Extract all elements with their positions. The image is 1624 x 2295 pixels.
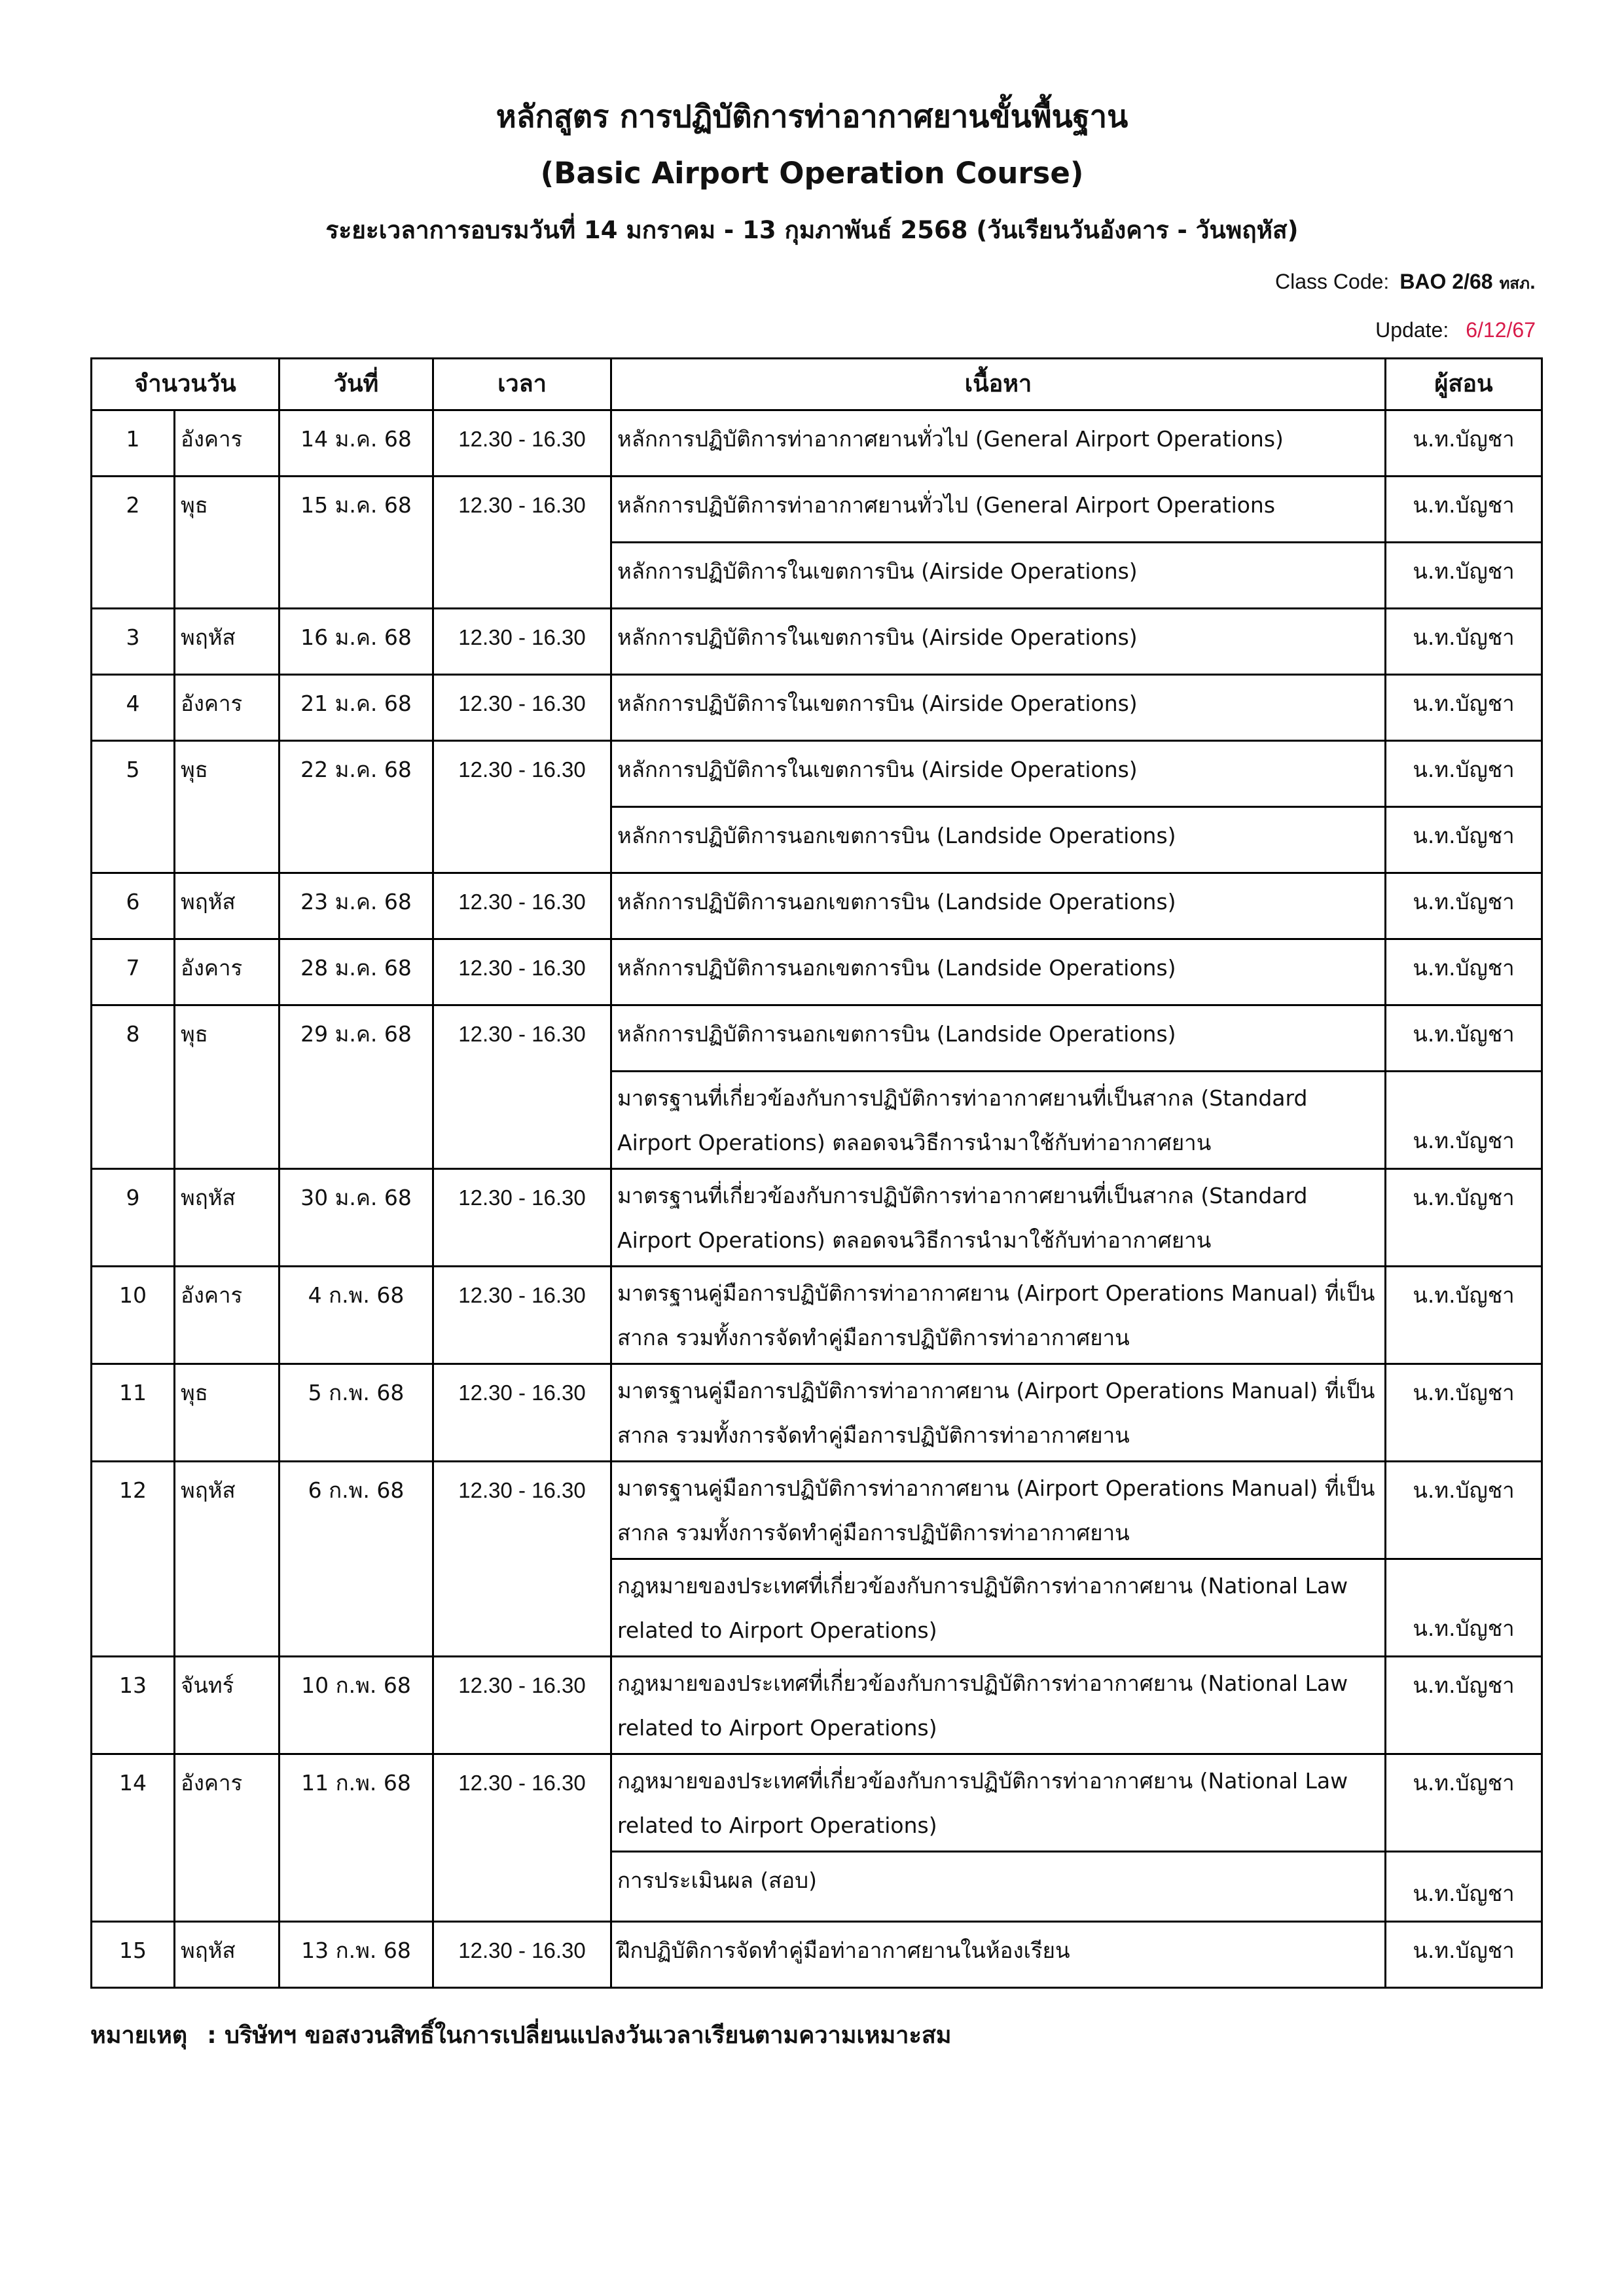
session-date: 22 ม.ค. 68 bbox=[280, 741, 433, 873]
session-time: 12.30 - 16.30 bbox=[433, 741, 611, 873]
session-teacher: น.ท.บัญชา bbox=[1386, 1462, 1542, 1559]
session-teacher: น.ท.บัญชา bbox=[1386, 1922, 1542, 1988]
session-date: 16 ม.ค. 68 bbox=[280, 609, 433, 675]
weekday: พุธ bbox=[175, 741, 280, 873]
footnote-text: บริษัทฯ ขอสงวนสิทธิ์ในการเปลี่ยนแปลงวันเวลาเรียนตามความเหมาะสม bbox=[225, 2022, 952, 2049]
class-code-value: BAO 2/68 bbox=[1399, 270, 1493, 293]
course-period: ระยะเวลาการอบรมวันที่ 14 มกราคม - 13 กุมภาพันธ์ 2568 (วันเรียนวันอังคาร - วันพฤหัส) bbox=[325, 216, 1299, 244]
session-date: 29 ม.ค. 68 bbox=[280, 1005, 433, 1169]
session-time: 12.30 - 16.30 bbox=[433, 1005, 611, 1169]
table-row bbox=[92, 1364, 1542, 1462]
day-number: 8 bbox=[92, 1005, 175, 1169]
session-content: หลักการปฏิบัติการในเขตการบิน (Airside Operations) bbox=[611, 543, 1386, 609]
session-teacher: น.ท.บัญชา bbox=[1386, 1657, 1542, 1754]
session-date: 15 ม.ค. 68 bbox=[280, 477, 433, 609]
day-number: 4 bbox=[92, 675, 175, 741]
day-number: 10 bbox=[92, 1267, 175, 1364]
day-number: 1 bbox=[92, 410, 175, 477]
session-teacher: น.ท.บัญชา bbox=[1386, 873, 1542, 939]
table-row bbox=[92, 675, 1542, 741]
session-date: 13 ก.พ. 68 bbox=[280, 1922, 433, 1988]
session-date: 11 ก.พ. 68 bbox=[280, 1754, 433, 1922]
session-teacher: น.ท.บัญชา bbox=[1386, 1169, 1542, 1267]
session-time: 12.30 - 16.30 bbox=[433, 1462, 611, 1657]
weekday: พฤหัส bbox=[175, 873, 280, 939]
session-content: หลักการปฏิบัติการท่าอากาศยานทั่วไป (General Airport Operations) bbox=[611, 410, 1386, 477]
table-row bbox=[92, 1922, 1542, 1988]
session-content: หลักการปฏิบัติการในเขตการบิน (Airside Operations) bbox=[611, 609, 1386, 675]
table-row bbox=[92, 410, 1542, 477]
weekday: จันทร์ bbox=[175, 1657, 280, 1754]
table-row bbox=[92, 1657, 1542, 1754]
day-number: 6 bbox=[92, 873, 175, 939]
day-number: 5 bbox=[92, 741, 175, 873]
session-teacher: น.ท.บัญชา bbox=[1386, 675, 1542, 741]
weekday: อังคาร bbox=[175, 1267, 280, 1364]
weekday: พุธ bbox=[175, 1005, 280, 1169]
update-value: 6/12/67 bbox=[1466, 318, 1536, 342]
table-row bbox=[92, 1005, 1542, 1072]
update-label: Update: bbox=[1375, 318, 1449, 342]
session-date: 23 ม.ค. 68 bbox=[280, 873, 433, 939]
session-content: มาตรฐานคู่มือการปฏิบัติการท่าอากาศยาน (Airport Operations Manual) ที่เป็นสากล รวมทั้งการจัดทำคู่มือการปฏิบัติการท่าอากาศยาน bbox=[611, 1364, 1386, 1462]
class-code bbox=[1275, 270, 1536, 296]
weekday: พุธ bbox=[175, 1364, 280, 1462]
day-number: 2 bbox=[92, 477, 175, 609]
day-number: 14 bbox=[92, 1754, 175, 1922]
session-teacher: น.ท.บัญชา bbox=[1386, 477, 1542, 543]
session-content: มาตรฐานคู่มือการปฏิบัติการท่าอากาศยาน (Airport Operations Manual) ที่เป็นสากล รวมทั้งการจัดทำคู่มือการปฏิบัติการท่าอากาศยาน bbox=[611, 1267, 1386, 1364]
table-row bbox=[92, 741, 1542, 807]
footnote-colon: : bbox=[207, 2022, 217, 2049]
weekday: พฤหัส bbox=[175, 1922, 280, 1988]
session-date: 6 ก.พ. 68 bbox=[280, 1462, 433, 1657]
session-time: 12.30 - 16.30 bbox=[433, 1364, 611, 1462]
header-teacher: ผู้สอน bbox=[1386, 359, 1542, 410]
session-teacher: น.ท.บัญชา bbox=[1386, 1559, 1542, 1657]
session-time: 12.30 - 16.30 bbox=[433, 1657, 611, 1754]
day-number: 13 bbox=[92, 1657, 175, 1754]
session-date: 4 ก.พ. 68 bbox=[280, 1267, 433, 1364]
weekday: พฤหัส bbox=[175, 1169, 280, 1267]
session-content: ฝึกปฏิบัติการจัดทำคู่มือท่าอากาศยานในห้องเรียน bbox=[611, 1922, 1386, 1988]
session-time: 12.30 - 16.30 bbox=[433, 1754, 611, 1922]
class-code-suffix: ทสภ. bbox=[1499, 274, 1536, 293]
session-teacher: น.ท.บัญชา bbox=[1386, 1267, 1542, 1364]
footnote bbox=[90, 2016, 952, 2053]
session-teacher: น.ท.บัญชา bbox=[1386, 741, 1542, 807]
session-content: กฎหมายของประเทศที่เกี่ยวข้องกับการปฏิบัติการท่าอากาศยาน (National Law related to Airport Operations) bbox=[611, 1559, 1386, 1657]
header-date: วันที่ bbox=[280, 359, 433, 410]
table-row bbox=[92, 1754, 1542, 1852]
course-title-thai: หลักสูตร การปฏิบัติการท่าอากาศยานขั้นพื้นฐาน bbox=[496, 99, 1128, 135]
header-time: เวลา bbox=[433, 359, 611, 410]
session-teacher: น.ท.บัญชา bbox=[1386, 609, 1542, 675]
day-number: 11 bbox=[92, 1364, 175, 1462]
session-content: หลักการปฏิบัติการในเขตการบิน (Airside Operations) bbox=[611, 675, 1386, 741]
session-teacher: น.ท.บัญชา bbox=[1386, 410, 1542, 477]
session-date: 10 ก.พ. 68 bbox=[280, 1657, 433, 1754]
session-time: 12.30 - 16.30 bbox=[433, 939, 611, 1005]
class-code-label: Class Code: bbox=[1275, 270, 1390, 293]
weekday: พุธ bbox=[175, 477, 280, 609]
session-content: หลักการปฏิบัติการนอกเขตการบิน (Landside Operations) bbox=[611, 807, 1386, 873]
weekday: อังคาร bbox=[175, 939, 280, 1005]
session-teacher: น.ท.บัญชา bbox=[1386, 1072, 1542, 1169]
session-date: 28 ม.ค. 68 bbox=[280, 939, 433, 1005]
session-content: มาตรฐานที่เกี่ยวข้องกับการปฏิบัติการท่าอากาศยานที่เป็นสากล (Standard Airport Operations) ตลอดจนวิธีการนำมาใช้กับท่าอากาศยาน bbox=[611, 1072, 1386, 1169]
session-teacher: น.ท.บัญชา bbox=[1386, 543, 1542, 609]
session-time: 12.30 - 16.30 bbox=[433, 477, 611, 609]
table-row bbox=[92, 939, 1542, 1005]
session-teacher: น.ท.บัญชา bbox=[1386, 1754, 1542, 1852]
session-content: กฎหมายของประเทศที่เกี่ยวข้องกับการปฏิบัติการท่าอากาศยาน (National Law related to Airport Operations) bbox=[611, 1754, 1386, 1852]
session-date: 21 ม.ค. 68 bbox=[280, 675, 433, 741]
update-date bbox=[1375, 318, 1536, 342]
day-number: 12 bbox=[92, 1462, 175, 1657]
session-time: 12.30 - 16.30 bbox=[433, 1169, 611, 1267]
day-number: 7 bbox=[92, 939, 175, 1005]
session-content: การประเมินผล (สอบ) bbox=[611, 1852, 1386, 1922]
table-row bbox=[92, 1267, 1542, 1364]
table-row bbox=[92, 873, 1542, 939]
weekday: พฤหัส bbox=[175, 1462, 280, 1657]
session-teacher: น.ท.บัญชา bbox=[1386, 1364, 1542, 1462]
schedule-body bbox=[92, 410, 1542, 1988]
session-teacher: น.ท.บัญชา bbox=[1386, 939, 1542, 1005]
session-time: 12.30 - 16.30 bbox=[433, 675, 611, 741]
session-time: 12.30 - 16.30 bbox=[433, 410, 611, 477]
table-row bbox=[92, 1462, 1542, 1559]
header-day-count: จำนวนวัน bbox=[92, 359, 280, 410]
day-number: 3 bbox=[92, 609, 175, 675]
session-content: กฎหมายของประเทศที่เกี่ยวข้องกับการปฏิบัติการท่าอากาศยาน (National Law related to Airport Operations) bbox=[611, 1657, 1386, 1754]
table-row bbox=[92, 1169, 1542, 1267]
day-number: 9 bbox=[92, 1169, 175, 1267]
session-time: 12.30 - 16.30 bbox=[433, 1922, 611, 1988]
session-date: 5 ก.พ. 68 bbox=[280, 1364, 433, 1462]
session-teacher: น.ท.บัญชา bbox=[1386, 1005, 1542, 1072]
session-content: หลักการปฏิบัติการนอกเขตการบิน (Landside Operations) bbox=[611, 1005, 1386, 1072]
session-teacher: น.ท.บัญชา bbox=[1386, 807, 1542, 873]
course-title-english: (Basic Airport Operation Course) bbox=[540, 156, 1084, 190]
session-time: 12.30 - 16.30 bbox=[433, 609, 611, 675]
session-time: 12.30 - 16.30 bbox=[433, 873, 611, 939]
session-content: มาตรฐานที่เกี่ยวข้องกับการปฏิบัติการท่าอากาศยานที่เป็นสากล (Standard Airport Operations) ตลอดจนวิธีการนำมาใช้กับท่าอากาศยาน bbox=[611, 1169, 1386, 1267]
session-content: หลักการปฏิบัติการท่าอากาศยานทั่วไป (General Airport Operations bbox=[611, 477, 1386, 543]
weekday: พฤหัส bbox=[175, 609, 280, 675]
session-date: 14 ม.ค. 68 bbox=[280, 410, 433, 477]
session-teacher: น.ท.บัญชา bbox=[1386, 1852, 1542, 1922]
session-date: 30 ม.ค. 68 bbox=[280, 1169, 433, 1267]
schedule-table bbox=[90, 357, 1543, 1989]
day-number: 15 bbox=[92, 1922, 175, 1988]
weekday: อังคาร bbox=[175, 410, 280, 477]
session-content: หลักการปฏิบัติการนอกเขตการบิน (Landside Operations) bbox=[611, 939, 1386, 1005]
session-content: มาตรฐานคู่มือการปฏิบัติการท่าอากาศยาน (Airport Operations Manual) ที่เป็นสากล รวมทั้งการจัดทำคู่มือการปฏิบัติการท่าอากาศยาน bbox=[611, 1462, 1386, 1559]
table-row bbox=[92, 609, 1542, 675]
footnote-label: หมายเหตุ bbox=[90, 2022, 188, 2049]
table-row bbox=[92, 477, 1542, 543]
session-content: หลักการปฏิบัติการนอกเขตการบิน (Landside Operations) bbox=[611, 873, 1386, 939]
weekday: อังคาร bbox=[175, 675, 280, 741]
session-time: 12.30 - 16.30 bbox=[433, 1267, 611, 1364]
table-header-row bbox=[92, 359, 1542, 410]
header-content: เนื้อหา bbox=[611, 359, 1386, 410]
session-content: หลักการปฏิบัติการในเขตการบิน (Airside Operations) bbox=[611, 741, 1386, 807]
weekday: อังคาร bbox=[175, 1754, 280, 1922]
